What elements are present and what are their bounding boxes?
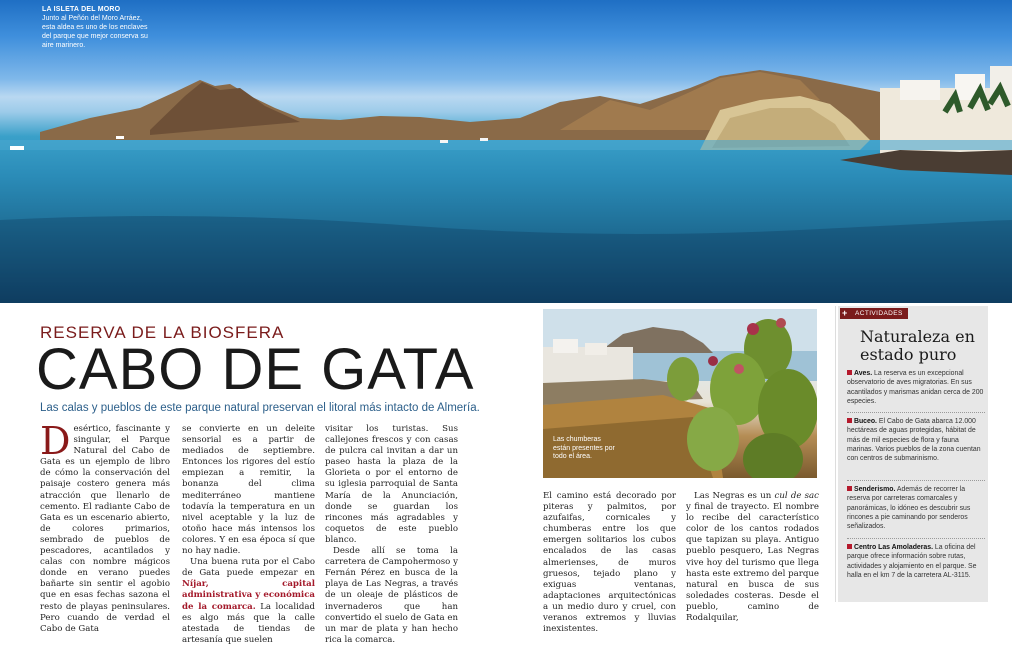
body-column-1: [40, 419, 170, 635]
body-paragraph: visitar los turistas. Sus callejones frescos y con casas de pulcra cal invitan a dar un paseo hasta la plaza de la Glorieta o por el entorno de su iglesia parroquial de Santa María de la Anunciación, donde se guardan los rincones más agradables y coquetos de este pueblo blanco.: [325, 424, 458, 545]
page-title: CABO DE GATA: [36, 337, 475, 402]
body-paragraph: [686, 491, 819, 624]
sidebar-item-centro: [847, 543, 985, 580]
plus-icon: +: [842, 308, 848, 318]
body-paragraph: [325, 546, 458, 646]
hero-caption: [42, 5, 152, 50]
bullet-square-icon: [847, 370, 852, 375]
hero-photo: [0, 0, 1012, 303]
hero-caption-text: Junto al Peñón del Moro Arráez, esta aldea es uno de los enclaves del parque que mejor conserva su aire marinero.: [42, 15, 148, 49]
paragraph-text: y final de trayecto. El nombre lo recibe del característico color de los cantos rodados que tapizan su playa. Antiguo pueblo pesquero, Las Negras vive hoy del turismo que llega hasta este extremo del parque natural en busca de sus soledades costeras. Desde el pueblo, camino de Rodalquilar,: [686, 502, 819, 624]
paragraph-text: Las Negras es un: [694, 491, 775, 501]
sidebar-item-name: Senderismo.: [854, 486, 896, 493]
sidebar-tag: ACTIVIDADES: [840, 308, 908, 319]
body-column-1-text: esértico, fascinante y singular, el Parque Natural del Cabo de Gata es un ejemplo de libro de cómo la conservación del paisaje costero genera más atracción que llenarlo de cemento. El radiante Cabo de Gata es un escenario abierto, de colores primarios, sembrado de pueblos de pescadores, acantilados y calas con nombre mágicos donde en verano puedes bañarte sin sentir el agobio que en esas fechas sazona el resto de playas peninsulares. Pero cuando de verdad el Cabo de Gata: [40, 424, 170, 634]
body-paragraph: se convierte en un deleite sensorial es a partir de mediados de septiembre. Entonces los rigores del estío empiezan a remitir, la bonanza del clima mediterráneo mantiene todavía la temperatura en un nivel aceptable y la luz de otoño hace más intensos los colores. Y en esa época sí que no hay nadie.: [182, 424, 315, 557]
italic-text: cul de sac: [774, 491, 819, 501]
body-column-2: [182, 424, 315, 646]
hero-caption-title: LA ISLETA DEL MORO: [42, 6, 121, 13]
sidebar-item-text: La reserva es un excepcional observatorio de aves migratorias. En sus acantilados y marismas anidan cerca de 200 especies.: [847, 370, 984, 405]
drop-cap: D: [40, 419, 71, 463]
sidebar-item-aves: [847, 369, 985, 406]
sidebar-item-buceo: [847, 417, 985, 463]
body-column-3: [325, 424, 458, 646]
body-paragraph: El camino está decorado por piteras y palmitos, por azufaifas, cornicales y chumberas entre los que emergen solitarios los cubos encalados de las casas almerienses, de muros gruesos, tejado plano y exiguas ventanas, adaptaciones arquitectónicas a un medio duro y cruel, con veranos extremos y lluvias inexistentes.: [543, 491, 676, 635]
paragraph-text: La localidad es algo más que la calle atestada de tiendas de artesanía que suelen: [182, 601, 315, 645]
sidebar-item-name: Buceo.: [854, 418, 877, 425]
column-divider: [835, 306, 836, 602]
sidebar-title: Naturaleza en estado puro: [860, 327, 975, 364]
sidebar-item-senderismo: [847, 485, 985, 531]
sidebar-item-name: Centro Las Amoladeras.: [854, 544, 934, 551]
sidebar-item-text: El Cabo de Gata abarca 12.000 hectáreas de aguas protegidas, hábitat de más de mil especies de flora y fauna marinas. Varios pueblos de la zona cuentan con centros de submarinismo.: [847, 418, 981, 463]
page-subtitle: Las calas y pueblos de este parque natural preservan el litoral más intacto de Almería.: [40, 402, 480, 414]
inset-caption: Las chumberas están presentes por todo el área.: [553, 436, 615, 460]
sidebar-item-text: Además de recorrer la reserva por carreteras comarcales y panorámicas, lo idóneo es descubrir sus rincones a pie caminando por senderos señalizados.: [847, 486, 971, 531]
body-column-4: [543, 491, 676, 635]
paragraph-text: Una buena ruta por el Cabo de Gata puede empezar en: [182, 557, 315, 579]
bullet-square-icon: [847, 486, 852, 491]
sidebar-divider: [847, 412, 985, 413]
bullet-square-icon: [847, 544, 852, 549]
sidebar-divider: [847, 538, 985, 539]
sidebar-item-text: La oficina del parque ofrece información sobre rutas, actividades y alojamiento en el parque. Se halla en el km 7 de la carretera AL-3115.: [847, 544, 977, 579]
bullet-square-icon: [847, 418, 852, 423]
highlight-text: Níjar, capital administrativa y económica de la comarca.: [182, 579, 315, 612]
paragraph-text: Desde allí se toma la carretera de Campohermoso y Fernán Pérez en busca de la playa de Las Negras, a través de un oleaje de plásticos de invernaderos que han convertido el suelo de Gata en un mar de plata y han hecho rica la comarca.: [325, 546, 458, 645]
section-kicker: RESERVA DE LA BIOSFERA: [40, 323, 285, 342]
sidebar-divider: [847, 480, 985, 481]
sidebar-item-name: Aves.: [854, 370, 873, 377]
body-column-5: [686, 491, 819, 624]
